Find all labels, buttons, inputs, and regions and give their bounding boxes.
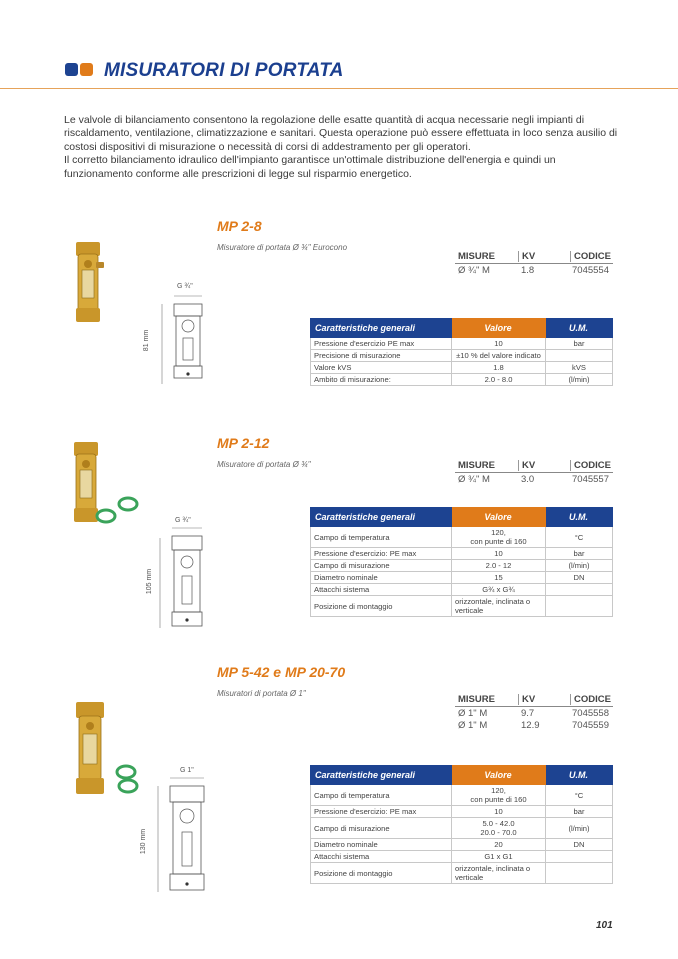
logo-square-blue-icon xyxy=(65,63,78,76)
table-row: Diametro nominale 20 DN xyxy=(311,839,613,851)
spec-header-caratteristiche: Caratteristiche generali xyxy=(311,508,452,527)
col-misure: MISURE xyxy=(458,460,495,471)
intro-paragraph-1: Le valvole di bilanciamento consentono la regolazione delle esatte quantità di acqua necessarie negli impianti di riscaldamento, ventilazione, climatizzazione e sanitari. Questa operazione può essere effettuata in loco senza ausilio di costosi dispositivi di misurazione o necessità di corsi di addestramento per gli operatori. xyxy=(64,114,618,153)
table-row: Campo di temperatura 120, con punte di 160 °C xyxy=(311,527,613,548)
col-codice: CODICE xyxy=(570,251,613,262)
product-title: MP 5-42 e MP 20-70 xyxy=(217,664,346,680)
spec-header-caratteristiche: Caratteristiche generali xyxy=(311,766,452,785)
intro-text xyxy=(64,114,624,181)
product-codes-table xyxy=(455,690,613,731)
page-number: 101 xyxy=(596,920,613,931)
spec-header-um: U.M. xyxy=(546,766,613,785)
product-photo-valve-icon xyxy=(66,440,146,525)
spec-header-valore: Valore xyxy=(452,508,546,527)
product-codes-table xyxy=(455,456,613,485)
table-row: Ø ¾" M 1.8 7045554 xyxy=(458,264,609,276)
table-row: Campo di temperatura 120, con punte di 160 °C xyxy=(311,785,613,806)
technical-drawing-icon xyxy=(156,524,208,634)
col-kv: KV xyxy=(518,251,570,262)
product-title: MP 2-8 xyxy=(217,218,262,234)
col-codice: CODICE xyxy=(570,694,613,705)
product-subtitle: Misuratori di portata Ø 1" xyxy=(217,689,306,698)
spec-header-valore: Valore xyxy=(452,766,546,785)
thread-dimension-label: G ¾" xyxy=(177,283,193,290)
product-subtitle: Misuratore di portata Ø ¾" xyxy=(217,460,311,469)
table-row: Ambito di misurazione: 2.0 - 8.0 (l/min) xyxy=(311,374,613,386)
col-kv: KV xyxy=(518,694,570,705)
col-misure: MISURE xyxy=(458,251,495,262)
spec-table xyxy=(310,507,613,617)
table-row: Campo di misurazione 5.0 - 42.0 20.0 - 70.0 (l/min) xyxy=(311,818,613,839)
table-row: Ø 1" M 9.7 7045558 xyxy=(458,707,609,719)
table-row: Attacchi sistema G1 x G1 xyxy=(311,851,613,863)
col-kv: KV xyxy=(518,460,570,471)
intro-paragraph-2: Il corretto bilanciamento idraulico dell'impianto garantisce un'ottimale distribuzione dell'energia e quindi un funzionamento conforme alle prescrizioni di legge sul risparmio energetico. xyxy=(64,154,556,180)
table-row: Pressione d'esercizio: PE max 10 bar xyxy=(311,806,613,818)
table-row: Attacchi sistema G¾ x G¾ xyxy=(311,584,613,596)
table-row: Campo di misurazione 2.0 - 12 (l/min) xyxy=(311,560,613,572)
table-row: Posizione di montaggio orizzontale, inclinata o verticale xyxy=(311,596,613,617)
table-row: Diametro nominale 15 DN xyxy=(311,572,613,584)
height-dimension-label: 130 mm xyxy=(140,828,148,855)
spec-table xyxy=(310,318,613,386)
height-dimension-label: 105 mm xyxy=(146,568,154,595)
table-row: Pressione d'esercizio: PE max 10 bar xyxy=(311,548,613,560)
table-row: Ø 1" M 12.9 7045559 xyxy=(458,719,609,731)
table-row: Precisione di misurazione ±10 % del valore indicato xyxy=(311,350,613,362)
spec-header-um: U.M. xyxy=(546,508,613,527)
spec-header-valore: Valore xyxy=(452,319,546,338)
product-subtitle: Misuratore di portata Ø ¾" Eurocono xyxy=(217,243,348,252)
spec-header-caratteristiche: Caratteristiche generali xyxy=(311,319,452,338)
header-divider xyxy=(0,88,678,89)
technical-drawing-icon xyxy=(154,772,210,898)
product-codes-table xyxy=(455,247,613,276)
table-row: Posizione di montaggio orizzontale, inclinata o verticale xyxy=(311,863,613,884)
product-photo-valve-icon xyxy=(68,240,108,325)
col-codice: CODICE xyxy=(570,460,613,471)
thread-dimension-label: G 1" xyxy=(180,767,194,774)
table-row: Ø ¾" M 3.0 7045557 xyxy=(458,473,609,485)
table-row: Pressione d'esercizio PE max 10 bar xyxy=(311,338,613,350)
height-dimension-label: 81 mm xyxy=(143,329,151,352)
page-title: MISURATORI DI PORTATA xyxy=(104,60,344,81)
product-photo-valve-icon xyxy=(70,700,144,796)
spec-table xyxy=(310,765,613,884)
spec-header-um: U.M. xyxy=(546,319,613,338)
logo-square-orange-icon xyxy=(80,63,93,76)
thread-dimension-label: G ¾" xyxy=(175,517,191,524)
product-title: MP 2-12 xyxy=(217,435,270,451)
table-row: Valore kVS 1.8 kVS xyxy=(311,362,613,374)
col-misure: MISURE xyxy=(458,694,495,705)
technical-drawing-icon xyxy=(158,290,208,390)
